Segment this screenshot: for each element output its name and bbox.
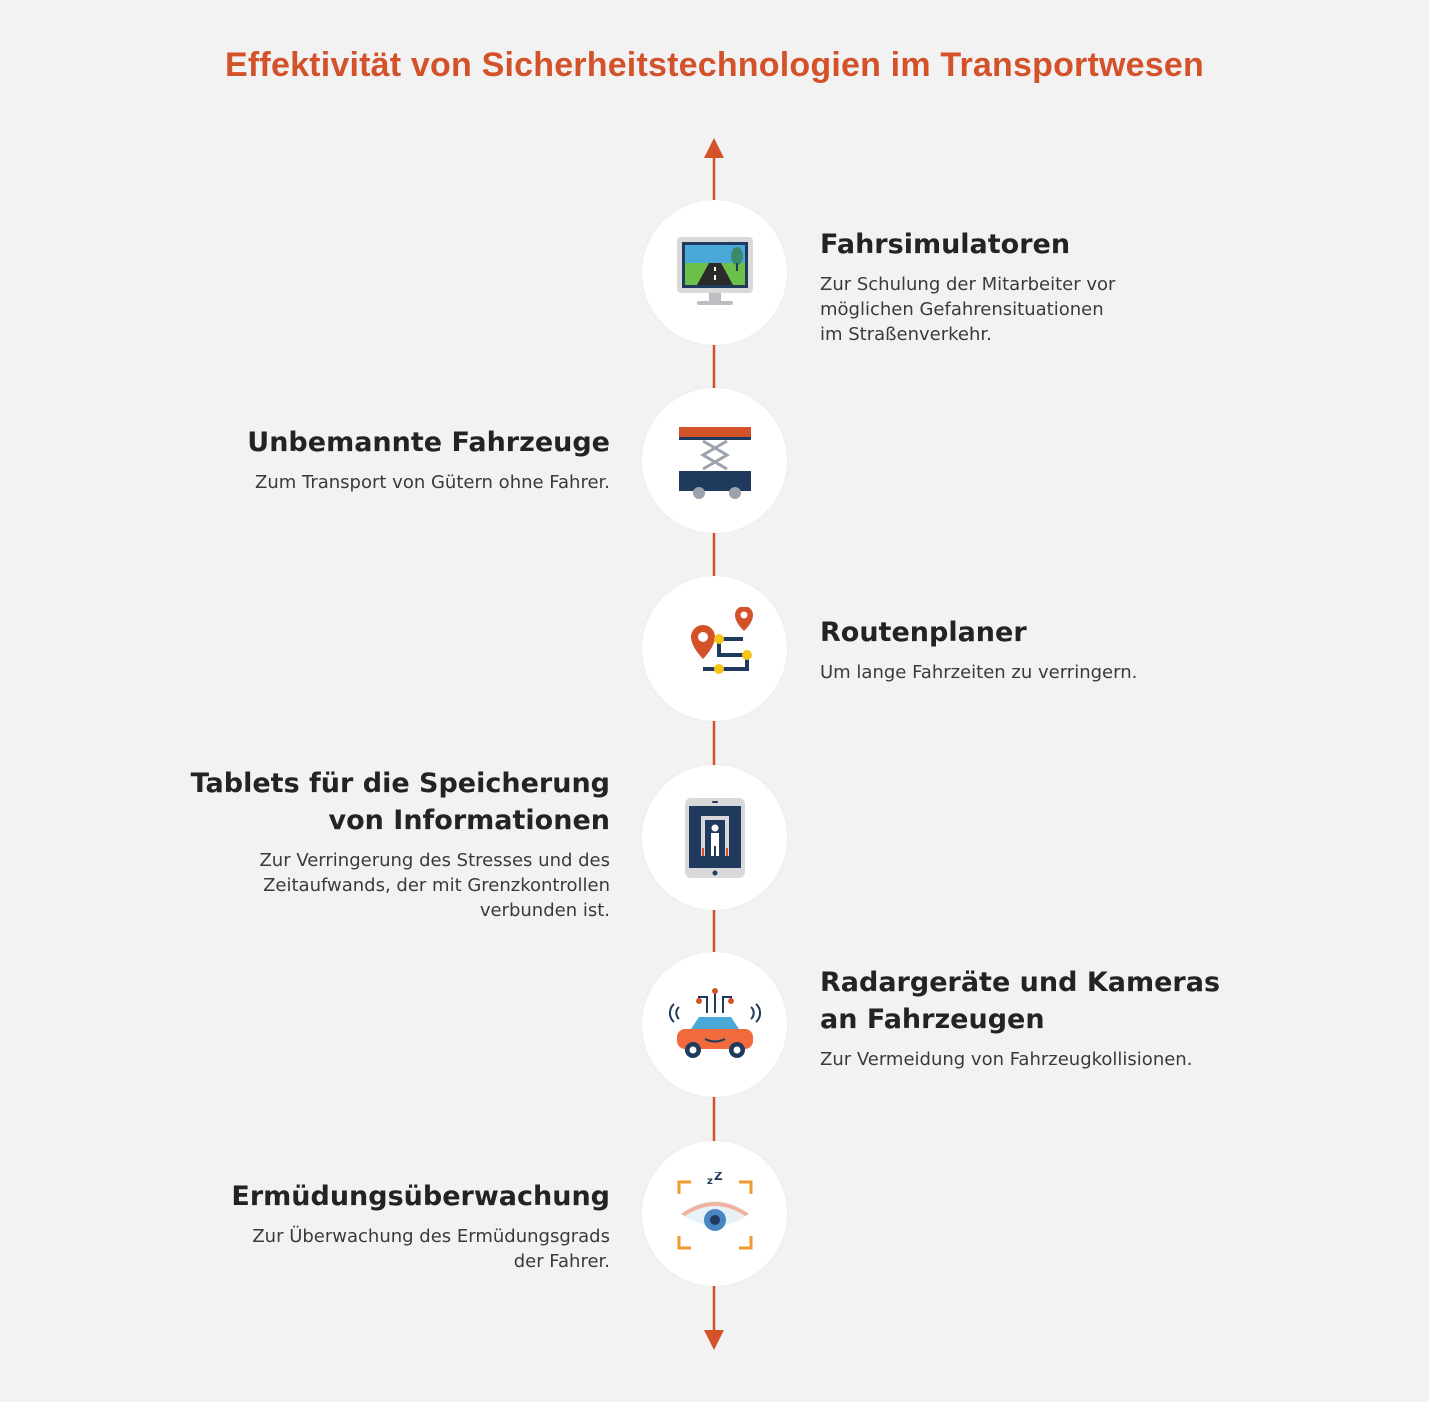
item-routenplaner	[820, 614, 1137, 685]
timeline-node-5	[642, 952, 787, 1097]
driving-simulator-monitor-icon	[673, 231, 757, 315]
route-map-pins-icon	[673, 607, 757, 691]
description-line: Zur Verringerung des Stresses und des	[259, 850, 610, 871]
item-description	[820, 660, 1137, 685]
timeline-node-2	[642, 388, 787, 533]
item-heading	[820, 964, 1220, 1038]
item-tablets	[191, 765, 610, 923]
item-radargeraete	[820, 964, 1220, 1072]
heading-line: von Informationen	[328, 805, 610, 836]
description-line: verbunden ist.	[479, 900, 610, 921]
item-fahrsimulatoren	[820, 226, 1115, 347]
sleepy-eye-monitor-icon	[673, 1172, 757, 1256]
item-description	[820, 272, 1115, 347]
item-description	[820, 1047, 1220, 1072]
description-line: Um lange Fahrzeiten zu verringern.	[820, 662, 1138, 683]
description-line: im Straßenverkehr.	[820, 324, 992, 345]
description-line: Zur Überwachung des Ermüdungsgrads	[252, 1226, 610, 1247]
item-ermuedungsueberwachung	[231, 1178, 610, 1274]
timeline-node-4	[642, 765, 787, 910]
item-description	[231, 1224, 610, 1274]
arrow-down-icon	[704, 1330, 724, 1350]
description-line: Zeitaufwands, der mit Grenzkontrollen	[263, 875, 610, 896]
timeline-node-1	[642, 200, 787, 345]
item-heading: Ermüdungsüberwachung	[231, 1181, 610, 1212]
description-line: Zur Vermeidung von Fahrzeugkollisionen.	[820, 1049, 1193, 1070]
car-radar-sensors-icon	[669, 983, 761, 1067]
description-line: der Fahrer.	[513, 1251, 610, 1272]
heading-line: Radargeräte und Kameras	[820, 967, 1221, 998]
item-unbemannte-fahrzeuge	[247, 424, 610, 495]
tablet-scanner-icon	[673, 796, 757, 880]
item-heading: Routenplaner	[820, 617, 1027, 648]
item-description	[247, 470, 610, 495]
scissor-lift-vehicle-icon	[673, 419, 757, 503]
heading-line: an Fahrzeugen	[820, 1004, 1045, 1035]
item-heading: Unbemannte Fahrzeuge	[247, 427, 610, 458]
svg-text:z: z	[706, 1175, 713, 1187]
item-heading	[191, 765, 610, 839]
timeline-node-6	[642, 1141, 787, 1286]
arrow-up-icon	[704, 138, 724, 158]
description-line: Zur Schulung der Mitarbeiter vor	[820, 274, 1116, 295]
svg-text:Z: Z	[713, 1171, 723, 1183]
description-line: möglichen Gefahrensituationen	[820, 299, 1104, 320]
description-line: Zum Transport von Gütern ohne Fahrer.	[255, 472, 610, 493]
timeline-node-3	[642, 576, 787, 721]
page-title: Effektivität von Sicherheitstechnologien im Transportwesen	[225, 46, 1204, 84]
item-heading: Fahrsimulatoren	[820, 229, 1071, 260]
heading-line: Tablets für die Speicherung	[190, 768, 610, 799]
item-description	[191, 848, 610, 923]
